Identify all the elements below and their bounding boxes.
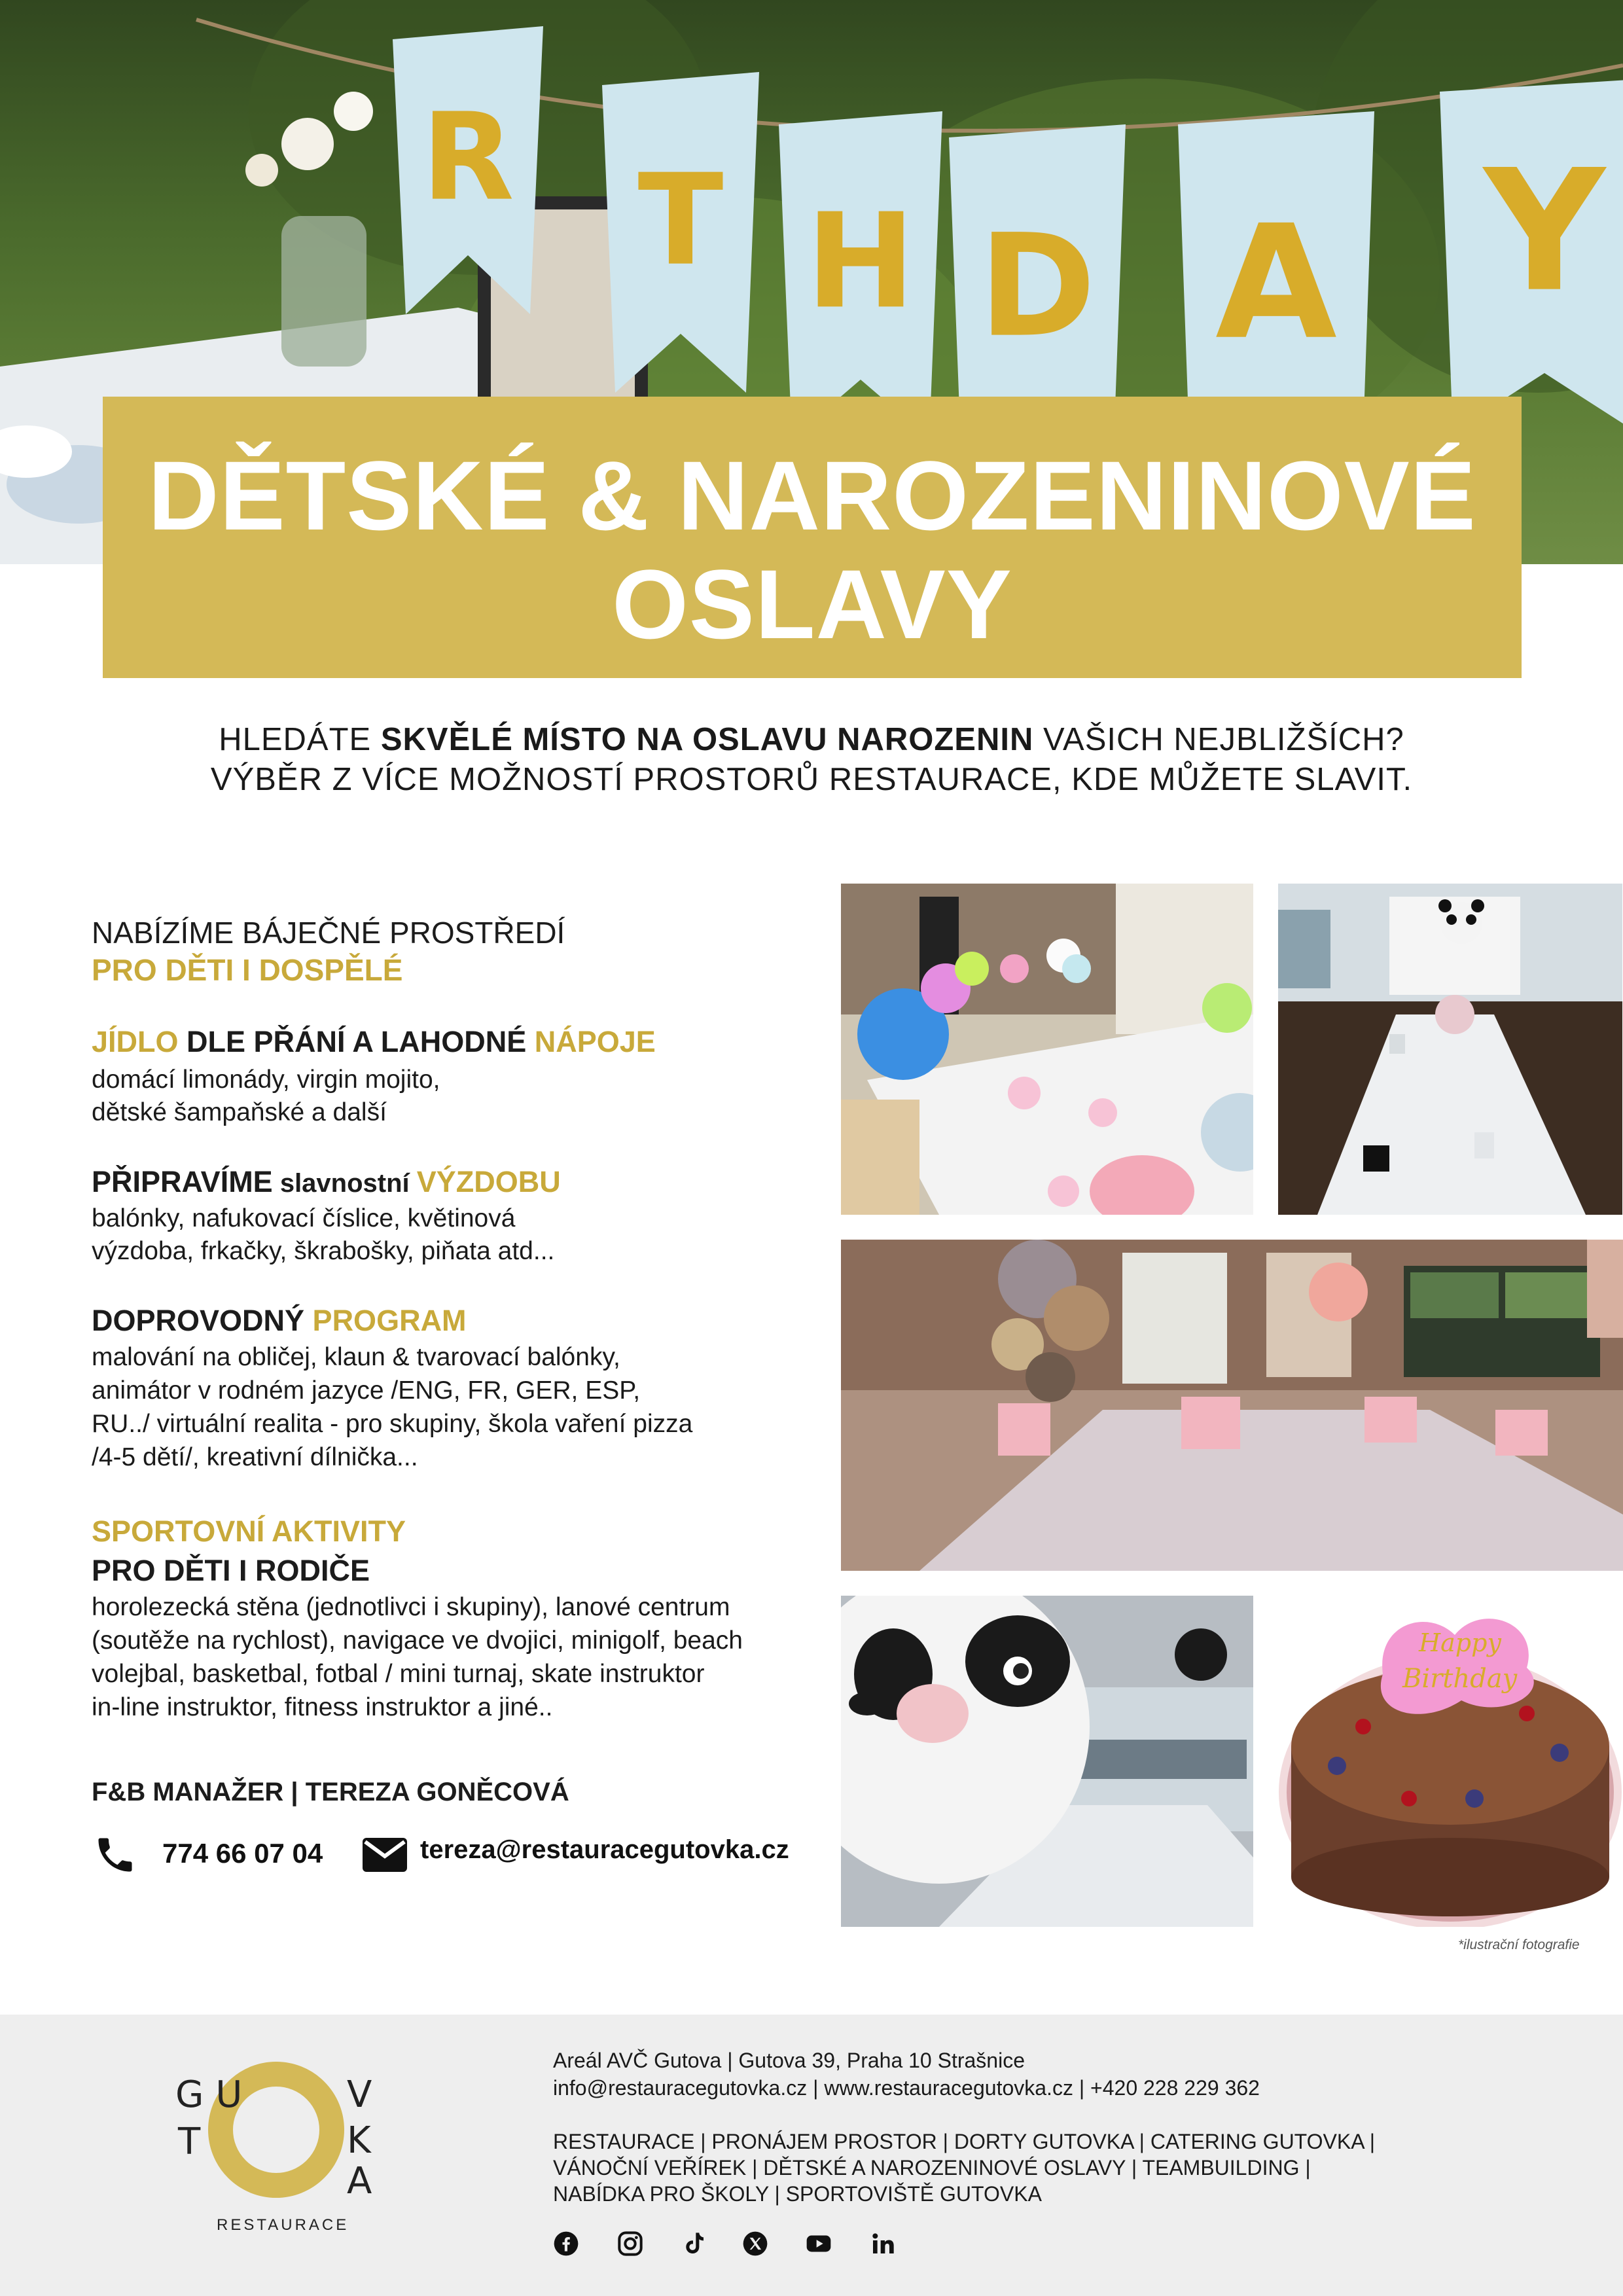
cake-topper-line-2: Birthday <box>1402 1664 1518 1694</box>
decor-line: výzdoba, frkačky, škrabošky, piňata atd... <box>92 1237 555 1265</box>
intro-highlight: SKVĚLÉ MÍSTO NA OSLAVU NAROZENIN <box>380 722 1034 757</box>
footer-contacts: info@restauracegutovka.cz | www.restauracegutovka.cz | +420 228 229 362 <box>553 2076 1260 2100</box>
program-line: malování na obličej, klaun & tvarovací balónky, <box>92 1343 620 1371</box>
youtube-icon[interactable] <box>806 2231 832 2257</box>
title-line-1: DĚTSKÉ & NAROZENINOVÉ <box>148 440 1476 550</box>
photo-birthday-cake <box>1278 1596 1622 1927</box>
sport-heading-1: SPORTOVNÍ AKTIVITY <box>92 1515 406 1548</box>
footer-address: Areál AVČ Gutova | Gutova 39, Praha 10 Strašnice <box>553 2049 1025 2072</box>
intro-text: VAŠICH NEJBLIŽŠÍCH? <box>1033 722 1404 757</box>
program-line: /4-5 dětí/, kreativní dílnička... <box>92 1443 418 1471</box>
intro-line-2: VÝBĚR Z VÍCE MOŽNOSTÍ PROSTORŮ RESTAURACE, KDE MŮŽETE SLAVIT. <box>210 762 1413 797</box>
sport-heading-2: PRO DĚTI I RODIČE <box>92 1554 370 1587</box>
banner-letter: T <box>637 147 724 294</box>
flower-jar <box>281 216 366 367</box>
intro-line-1 <box>0 721 1623 758</box>
manager-line: F&B MANAŽER | TEREZA GONĚCOVÁ <box>92 1778 569 1806</box>
heading-text: PŘIPRAVÍME <box>92 1165 273 1198</box>
title-banner <box>103 397 1522 678</box>
intro-text: HLEDÁTE <box>219 722 381 757</box>
email-link[interactable]: tereza@restauracegutovka.cz <box>420 1835 789 1864</box>
banner-letter: R <box>421 87 514 228</box>
program-heading <box>92 1304 467 1338</box>
title-line-2: OSLAVY <box>612 549 1012 659</box>
photo-decorated-hall <box>841 1240 1623 1571</box>
offer-line-1: NABÍZÍME BÁJEČNÉ PROSTŘEDÍ <box>92 916 565 950</box>
heading-text: DLE PŘÁNÍ A LAHODNÉ <box>178 1025 535 1058</box>
banner-letter: Y <box>1484 134 1605 329</box>
food-heading <box>92 1025 656 1059</box>
food-line: domácí limonády, virgin mojito, <box>92 1066 440 1094</box>
footer-links-line: NABÍDKA PRO ŠKOLY | SPORTOVIŠTĚ GUTOVKA <box>553 2182 1042 2206</box>
x-icon[interactable] <box>742 2231 768 2257</box>
facebook-icon[interactable] <box>553 2231 579 2257</box>
sport-line: in-line instruktor, fitness instruktor a jiné.. <box>92 1693 553 1721</box>
logo-letters-left-top: GU <box>175 2073 255 2116</box>
heading-accent: VÝZDOBU <box>416 1165 561 1198</box>
logo-letters-right-top: V <box>347 2073 372 2116</box>
decor-heading <box>92 1165 561 1199</box>
program-line: RU../ virtuální realita - pro skupiny, škola vaření pizza <box>92 1410 693 1438</box>
photo-panda-balloon <box>841 1596 1253 1927</box>
decor-line: balónky, nafukovací číslice, květinová <box>92 1204 516 1232</box>
logo-letters-right-mid: KA <box>347 2119 372 2202</box>
sport-line: (soutěže na rychlost), navigace ve dvojici, minigolf, beach <box>92 1626 743 1655</box>
heading-text: DOPROVODNÝ <box>92 1304 305 1337</box>
banner-letter: D <box>978 204 1096 368</box>
sport-line: volejbal, basketbal, fotbal / mini turnaj, skate instruktor <box>92 1660 705 1688</box>
linkedin-icon[interactable] <box>870 2231 896 2257</box>
photo-panda-table <box>1278 884 1622 1215</box>
instagram-icon[interactable] <box>617 2231 643 2257</box>
email-icon <box>361 1837 408 1873</box>
phone-icon <box>93 1833 137 1877</box>
program-line: animátor v rodném jazyce /ENG, FR, GER, ESP, <box>92 1376 641 1405</box>
banner-letter: H <box>806 185 916 338</box>
offer-line-2: PRO DĚTI I DOSPĚLÉ <box>92 953 403 987</box>
heading-accent: JÍDLO <box>92 1025 179 1058</box>
tiktok-icon[interactable] <box>681 2231 707 2257</box>
logo-letters-left-bottom: T <box>178 2121 201 2163</box>
phone-link[interactable]: 774 66 07 04 <box>162 1838 323 1869</box>
cake-topper-line-1: Happy <box>1419 1628 1501 1657</box>
heading-text: slavnostní <box>272 1169 417 1198</box>
logo-subtitle: RESTAURACE <box>217 2216 349 2234</box>
footer-links-line: RESTAURACE | PRONÁJEM PROSTOR | DORTY GUTOVKA | CATERING GUTOVKA | <box>553 2130 1375 2153</box>
heading-accent: NÁPOJE <box>534 1025 656 1058</box>
food-line: dětské šampaňské a další <box>92 1098 387 1126</box>
photo-note: *ilustrační fotografie <box>1458 1937 1580 1952</box>
heading-accent: PROGRAM <box>304 1304 467 1337</box>
photo-kids-table <box>841 884 1253 1215</box>
sport-line: horolezecká stěna (jednotlivci i skupiny), lanové centrum <box>92 1593 730 1621</box>
footer-links-line: VÁNOČNÍ VEŘÍREK | DĚTSKÉ A NAROZENINOVÉ OSLAVY | TEAMBUILDING | <box>553 2156 1311 2179</box>
banner-letter: A <box>1215 190 1337 374</box>
